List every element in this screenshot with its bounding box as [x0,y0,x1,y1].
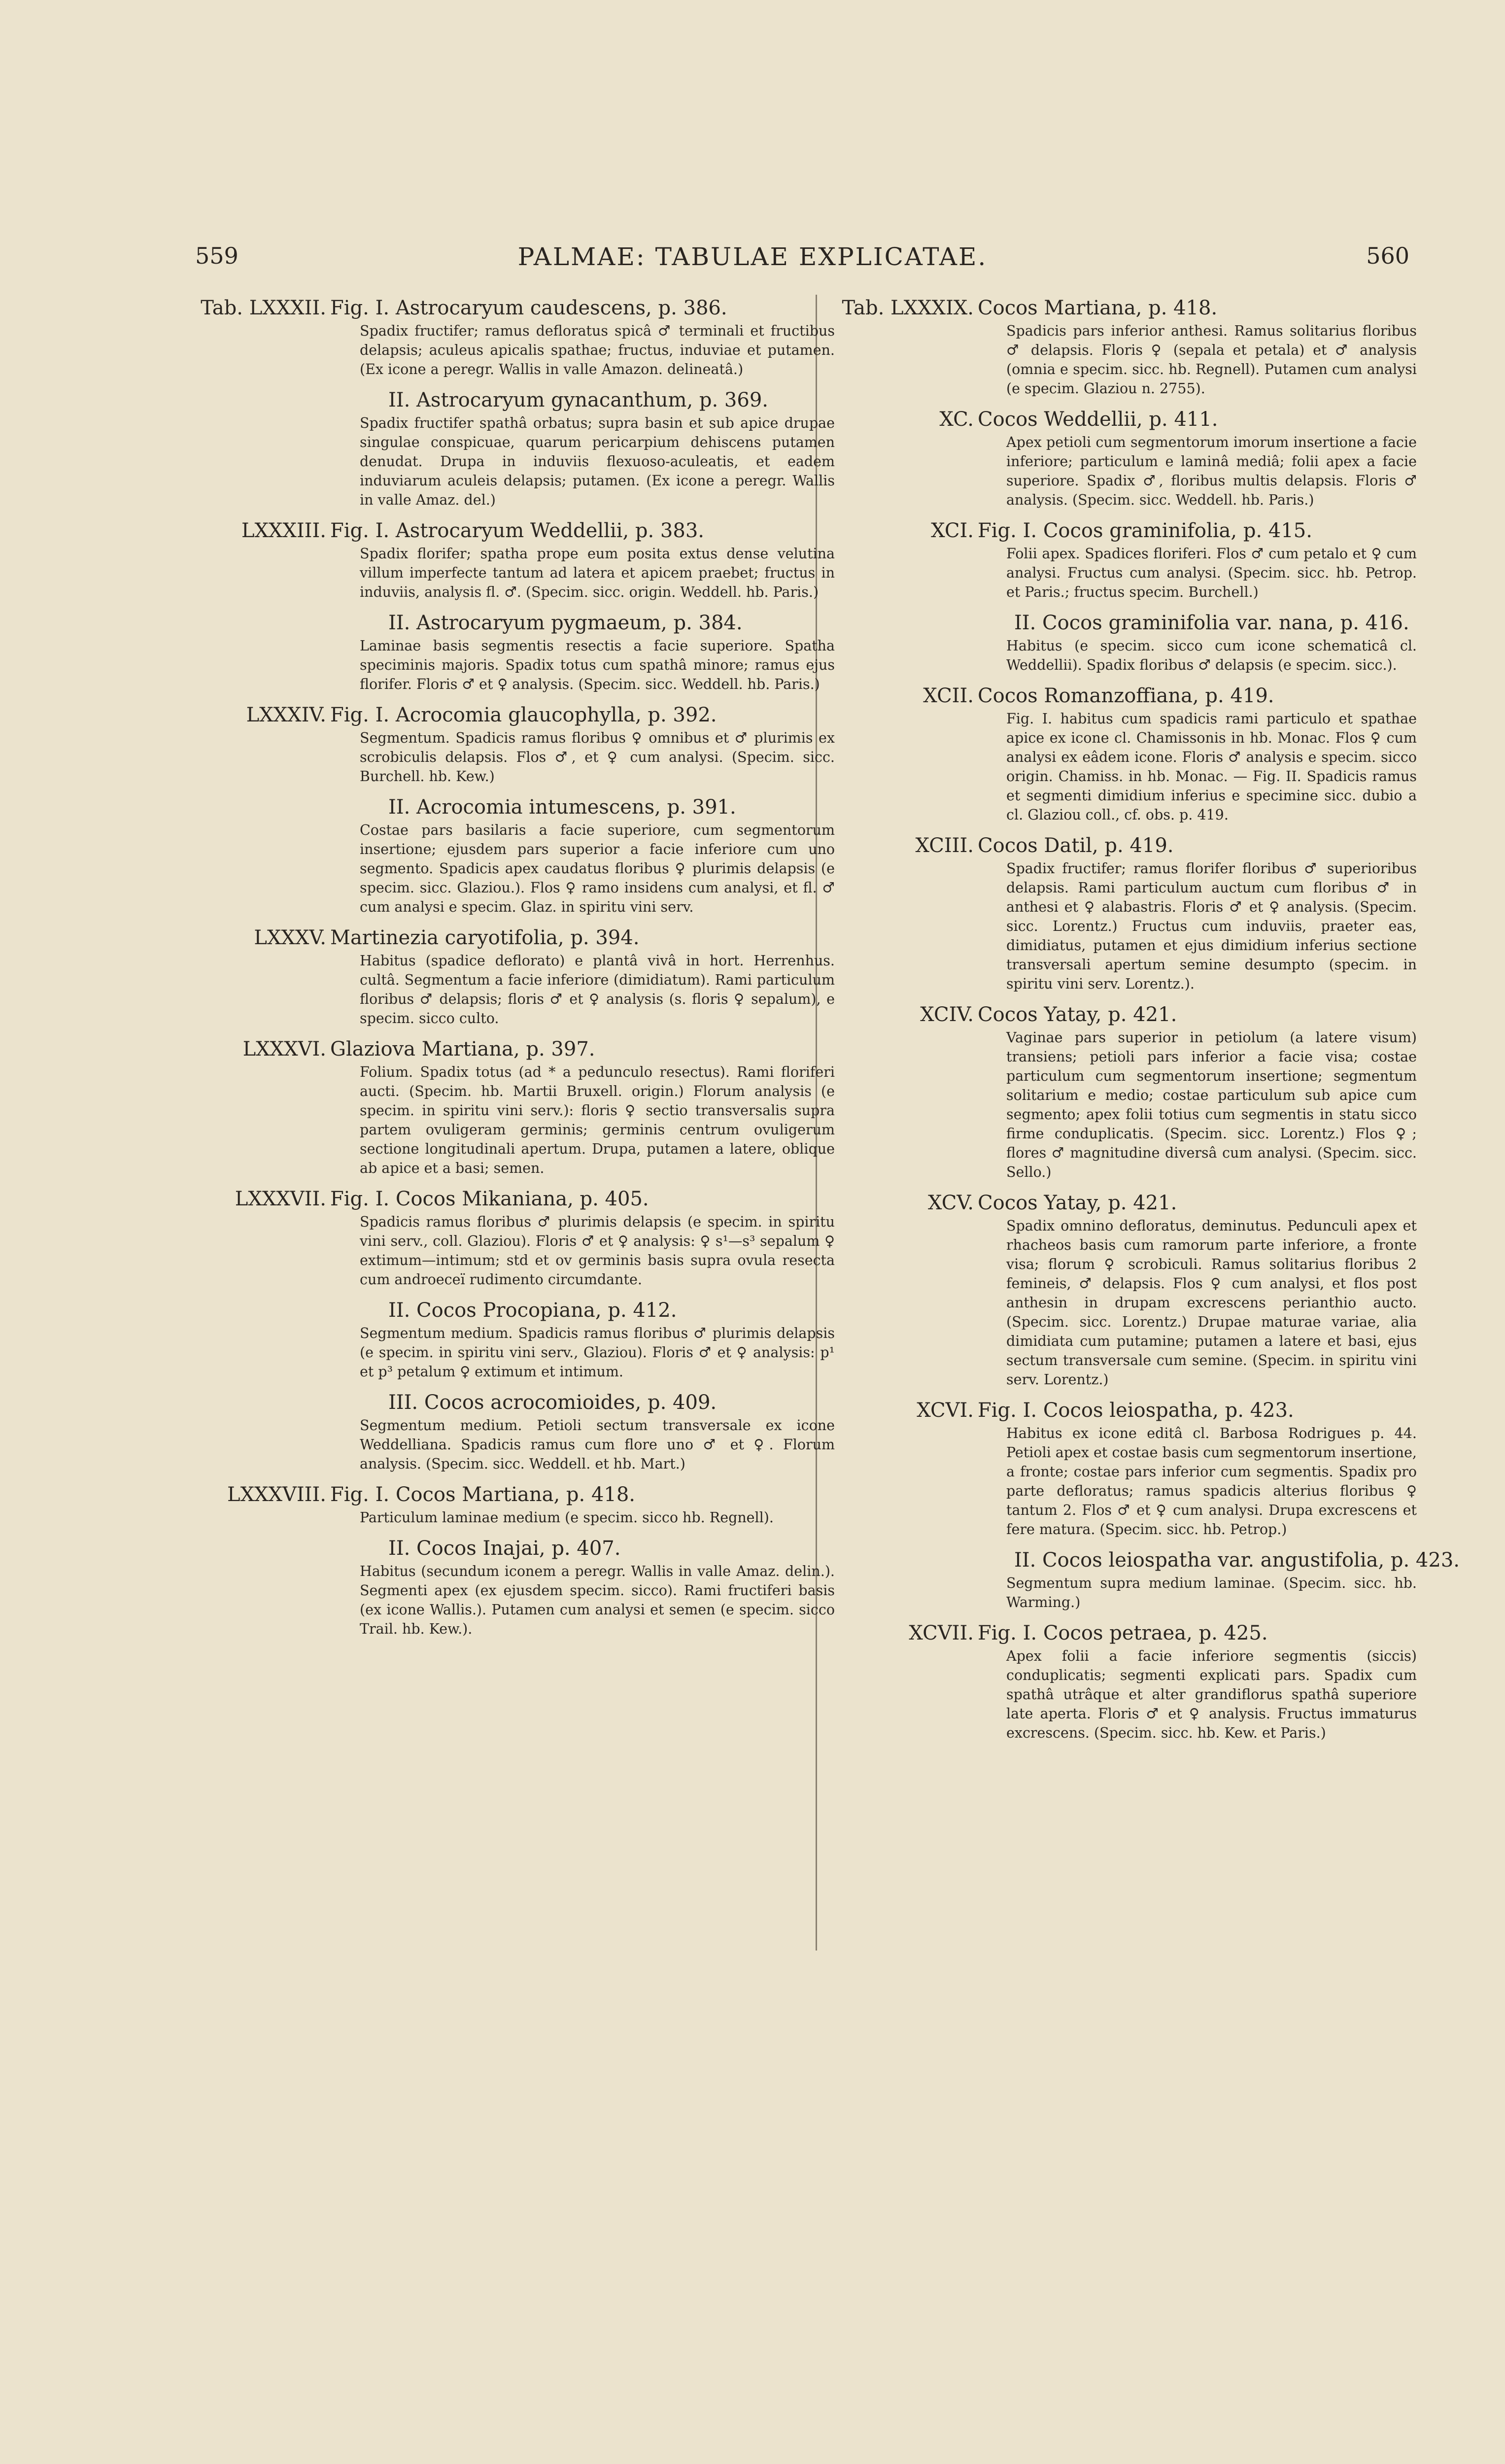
plate-entry [194,1481,835,1639]
figure-heading [384,1535,835,1562]
figure-entry [194,1036,835,1178]
figure-description: Costae pars basilaris a facie superiore, cum segmentorum insertione; ejusdem pars superior a facie inferiore cum uno segmento. Spadicis apex caudatus floribus ♀ plurimis delapsis (e specim. sicc. Glaziou.). Flos ♀ ramo insidens cum analysi, et fl. ♂ cum analysi e specim. Glaz. in spiritu vini serv. [360,822,835,915]
figure-title: III. Cocos acrocomioides, p. 409. [388,1391,717,1414]
figure-title: Martinezia caryotifolia, p. 394. [330,926,640,949]
plate-entry [828,406,1417,510]
figure-description: Habitus ex icone editâ cl. Barbosa Rodrigues p. 44. Petioli apex et costae basis cum segmentorum insertione, a fronte; costae pars inferior cum segmentis. Spadix pro parte defloratus; ramus spadicis alterius floribus ♀ tantum 2. Flos ♂ et ♀ cum analysi. Drupa excrescens et fere matura. (Specim. sicc. hb. Petrop.) [1006,1425,1417,1538]
plate-entry [828,1001,1417,1182]
figure-entry [194,1389,835,1473]
figure-title: Cocos Yatay, p. 421. [978,1003,1177,1026]
figure-entry [828,610,1417,675]
plate-entry [194,295,835,510]
plate-number: XCIV. [920,1003,974,1026]
figure-entry [194,1535,835,1639]
figure-entry [194,702,835,786]
figure-description: Folii apex. Spadices floriferi. Flos ♂ cum petalo et ♀ cum analysi. Fructus cum analysi. (Specim. sicc. hb. Petrop. et Paris.; fructus specim. Burchell.) [1006,546,1417,600]
figure-title: Fig. I. Astrocaryum Weddellii, p. 383. [330,519,704,542]
right-column [828,295,1460,1750]
figure-entry [828,1001,1417,1182]
figure-heading [828,1001,1417,1028]
figure-title: II. Cocos Procopiana, p. 412. [388,1299,677,1322]
figure-description: Apex petioli cum segmentorum imorum insertione a facie inferiore; particulum e laminâ mediâ; folii apex a facie superiore. Spadix ♂, floribus multis delapsis. Floris ♂ analysis. (Specim. sicc. Weddell. hb. Paris.) [1006,434,1417,508]
figure-entry [828,683,1417,824]
plate-number: XCV. [928,1192,974,1214]
figure-heading [828,1190,1417,1216]
figure-entry [828,832,1417,993]
figure-entry [194,387,835,510]
figure-entry [194,924,835,1028]
figure-heading [194,1481,835,1508]
plate-number: XCVII. [909,1622,974,1644]
figure-description: Apex folii a facie inferiore segmentis (siccis) conduplicatis; segmenti explicati pars. Spadix cum spathâ utrâque et alter grandiflorus spathâ superiore late aperta. Floris ♂ et ♀ analysis. Fructus immaturus excrescens. (Specim. sicc. hb. Kew. et Paris.) [1006,1648,1417,1741]
figure-entry [828,517,1417,602]
figure-heading [194,702,835,728]
figure-description: Spadix florifer; spatha prope eum posita extus dense velutina villum imperfecte tantum ad latera et apicem praebet; fructus in induviis, analysis fl. ♂. (Specim. sicc. origin. Weddell. hb. Paris.) [360,546,835,600]
plate-entry [194,924,835,1028]
figure-description: Spadix fructifer spathâ orbatus; supra basin et sub apice drupae singulae conspicuae, quarum pericarpium dehiscens putamen denudat. Drupa in induviis flexuoso-aculeatis, et eadem induviarum aculeis delapsis; putamen. (Ex icone a peregr. Wallis in valle Amaz. del.) [360,415,835,508]
figure-title: Glaziova Martiana, p. 397. [330,1038,595,1061]
figure-heading [1010,610,1417,636]
figure-title: II. Astrocaryum gynacanthum, p. 369. [388,389,768,411]
figure-heading [828,1397,1417,1424]
plate-entry [194,1186,835,1473]
figure-description: Fig. I. habitus cum spadicis rami particulo et spathae apice ex icone cl. Chamissonis in hb. Monac. Flos ♀ cum analysi ex eâdem icone. Floris ♂ analysis e specim. sicco origin. Chamiss. in hb. Monac. — Fig. II. Spadicis ramus et segmenti dimidium inferius e specimine sicc. dubio a cl. Glaziou coll., cf. obs. p. 419. [1006,711,1417,823]
figure-entry [194,610,835,694]
figure-title: Cocos Weddellii, p. 411. [978,408,1218,431]
figure-heading [828,406,1417,433]
figure-title: II. Acrocomia intumescens, p. 391. [388,796,736,819]
figure-heading [828,295,1417,321]
plate-entry [194,702,835,917]
figure-description: Spadix omnino defloratus, deminutus. Pedunculi apex et rhacheos basis cum ramorum parte inferiore, a fronte visa; florum ♀ scrobiculi. Ramus solitarius floribus 2 femineis, ♂ delapsis. Flos ♀ cum analysi, et flos post anthesin in drupam excrescens perianthio aucto. (Specim. sicc. Lorentz.) Drupae maturae variae, alia dimidiata cum putamine; putamen a latere et basi, ejus sectum transversale cum semine. (Specim. in spiritu vini serv. Lorentz.) [1006,1218,1417,1388]
figure-description: Folium. Spadix totus (ad * a pedunculo resectus). Rami floriferi aucti. (Specim. hb. Martii Bruxell. origin.) Florum analysis (e specim. in spiritu vini serv.): floris ♀ sectio transversalis supra partem ovuligeram germinis; germinis centrum ovuligerum sectione longitudinali apertum. Drupa, putamen a latere, oblique ab apice et a basi; semen. [360,1064,835,1176]
figure-entry [194,1186,835,1289]
figure-title: Fig. I. Acrocomia glaucophylla, p. 392. [330,704,717,726]
figure-heading [384,387,835,413]
figure-title: Cocos Romanzoffiana, p. 419. [978,684,1274,707]
figure-description: Vaginae pars superior in petiolum (a latere visum) transiens; petioli pars inferior a facie visa; costae particulum cum segmentorum insertione; segmentum solitarium e medio; costae particulum sub apice cum segmento; apex folii totius cum segmentis in statu sicco firme conduplicatis. (Specim. sicc. Lorentz.) Flos ♀; flores ♂ magnitudine diversâ cum analysi. (Specim. sicc. Sello.) [1006,1029,1417,1180]
figure-heading [828,517,1417,544]
plate-number: XCVI. [917,1399,974,1422]
plate-number: LXXXVI. [242,1038,326,1061]
figure-heading [828,832,1417,859]
plate-number: XCIII. [915,834,974,857]
figure-title: Fig. I. Cocos leiospatha, p. 423. [978,1399,1294,1422]
figure-description: Spadix fructifer; ramus florifer floribus ♂ superioribus delapsis. Rami particulum auctum cum floribus ♂ in anthesi et ♀ alabastris. Floris ♂ et ♀ analysis. (Specim. sicc. Lorentz.) Fructus cum induviis, praeter eas, dimidiatus, putamen et ejus dimidium inferius sectione transversali apertum semine desumpto (specim. in spiritu vini serv. Lorentz.). [1006,860,1417,992]
figure-description: Spadix fructifer; ramus defloratus spicâ ♂ terminali et fructibus delapsis; aculeus apicalis spathae; fructus, induviae et putamen. (Ex icone a peregr. Wallis in valle Amazon. delineatâ.) [360,323,835,377]
plate-number: LXXXVIII. [227,1483,326,1506]
figure-title: Fig. I. Astrocaryum caudescens, p. 386. [330,297,727,319]
figure-title: II. Astrocaryum pygmaeum, p. 384. [388,612,743,634]
figure-title: II. Cocos Inajai, p. 407. [388,1537,621,1560]
figure-heading [828,683,1417,709]
plate-entry [828,1397,1460,1612]
figure-entry [194,794,835,917]
plate-number: LXXXV. [254,926,326,949]
figure-heading [194,295,835,321]
figure-description: Segmentum. Spadicis ramus floribus ♀ omnibus et ♂ plurimis ex scrobiculis delapsis. Flos ♂, et ♀ cum analysi. (Specim. sicc. Burchell. hb. Kew.) [360,730,835,785]
plate-entry [828,1190,1417,1389]
page-number-left: 559 [195,242,239,269]
figure-title: Fig. I. Cocos Mikaniana, p. 405. [330,1188,649,1210]
figure-entry [828,406,1417,510]
figure-description: Habitus (secundum iconem a peregr. Wallis in valle Amaz. delin.). Segmenti apex (ex ejusdem specim. sicco). Rami fructiferi basis (ex icone Wallis.). Putamen cum analysi et semen (e specim. sicco Trail. hb. Kew.). [360,1563,835,1637]
plate-number: XCI. [931,519,974,542]
figure-heading [384,1297,835,1324]
figure-entry [194,1481,835,1527]
figure-description: Spadicis pars inferior anthesi. Ramus solitarius floribus ♂ delapsis. Floris ♀ (sepala et petala) et ♂ analysis (omnia e specim. sicc. hb. Regnell). Putamen cum analysi (e specim. Glaziou n. 2755). [1006,323,1417,397]
running-title: PALMAE: TABULAE EXPLICATAE. [517,242,988,271]
page-number-right: 560 [1366,242,1409,269]
page-header [0,242,1505,282]
figure-title: Fig. I. Cocos Martiana, p. 418. [330,1483,636,1506]
figure-description: Segmentum medium. Spadicis ramus floribus ♂ plurimis delapsis (e specim. in spiritu vini serv., Glaziou). Floris ♂ et ♀ analysis: p¹ et p³ petalum ♀ extimum et intimum. [360,1325,835,1380]
figure-description: Habitus (spadice deflorato) e plantâ vivâ in hort. Herrenhus. cultâ. Segmentum a facie inferiore (dimidiatum). Rami particulum floribus ♂ delapsis; floris ♂ et ♀ analysis (s. floris ♀ sepalum), e specim. sicco culto. [360,953,835,1027]
figure-entry [828,1397,1417,1539]
figure-description: Habitus (e specim. sicco cum icone schematicâ cl. Weddellii). Spadix floribus ♂ delapsis (e specim. sicc.). [1006,638,1417,673]
figure-description: Laminae basis segmentis resectis a facie superiore. Spatha speciminis majoris. Spadix totus cum spathâ minore; ramus ejus florifer. Floris ♂ et ♀ analysis. (Specim. sicc. Weddell. hb. Paris.) [360,638,835,692]
figure-description: Spadicis ramus floribus ♂ plurimis delapsis (e specim. in spiritu vini serv., coll. Glaziou). Floris ♂ et ♀ analysis: ♀ s¹—s³ sepalum ♀ extimum—intimum; std et ov germinis basis supra ovula resecta cum androeceï rudimento circumdante. [360,1214,835,1288]
figure-description: Segmentum medium. Petioli sectum transversale ex icone Weddelliana. Spadicis ramus cum flore uno ♂ et ♀. Florum analysis. (Specim. sicc. Weddell. et hb. Mart.) [360,1417,835,1472]
figure-title: Cocos Martiana, p. 418. [978,297,1218,319]
figure-entry [828,1547,1460,1612]
plate-entry [828,517,1417,675]
figure-title: Cocos Yatay, p. 421. [978,1192,1177,1214]
figure-heading [384,1389,835,1416]
figure-title: Fig. I. Cocos petraea, p. 425. [978,1622,1268,1644]
figure-heading [194,1036,835,1062]
figure-heading [384,610,835,636]
figure-title: Fig. I. Cocos graminifolia, p. 415. [978,519,1312,542]
figure-entry [194,517,835,602]
plate-number: XCII. [923,684,974,707]
figure-heading [194,924,835,951]
plate-number: LXXXVII. [235,1188,326,1210]
plate-entry [194,517,835,694]
plate-entry [828,295,1417,398]
figure-description: Particulum laminae medium (e specim. sicco hb. Regnell). [360,1509,774,1526]
plate-number: LXXXIII. [241,519,326,542]
plate-number: Tab. LXXXIX. [842,297,974,319]
plate-number: XC. [939,408,974,431]
plate-number: LXXXIV. [246,704,326,726]
figure-heading [384,794,835,821]
plate-entry [828,683,1417,824]
figure-title: II. Cocos graminifolia var. nana, p. 416. [1014,612,1409,634]
figure-heading [194,1186,835,1212]
figure-title: II. Cocos leiospatha var. angustifolia, p. 423. [1014,1549,1460,1572]
figure-heading [1010,1547,1460,1574]
plate-entry [828,832,1417,993]
figure-title: Cocos Datil, p. 419. [978,834,1174,857]
figure-entry [194,1297,835,1381]
figure-entry [828,1620,1417,1743]
plate-entry [194,1036,835,1178]
figure-heading [194,517,835,544]
figure-entry [828,295,1417,398]
figure-entry [828,1190,1417,1389]
left-column [194,295,835,1646]
figure-description: Segmentum supra medium laminae. (Specim. sicc. hb. Warming.) [1006,1575,1417,1610]
figure-entry [194,295,835,379]
figure-heading [828,1620,1417,1646]
plate-entry [828,1620,1417,1743]
plate-number: Tab. LXXXII. [201,297,326,319]
